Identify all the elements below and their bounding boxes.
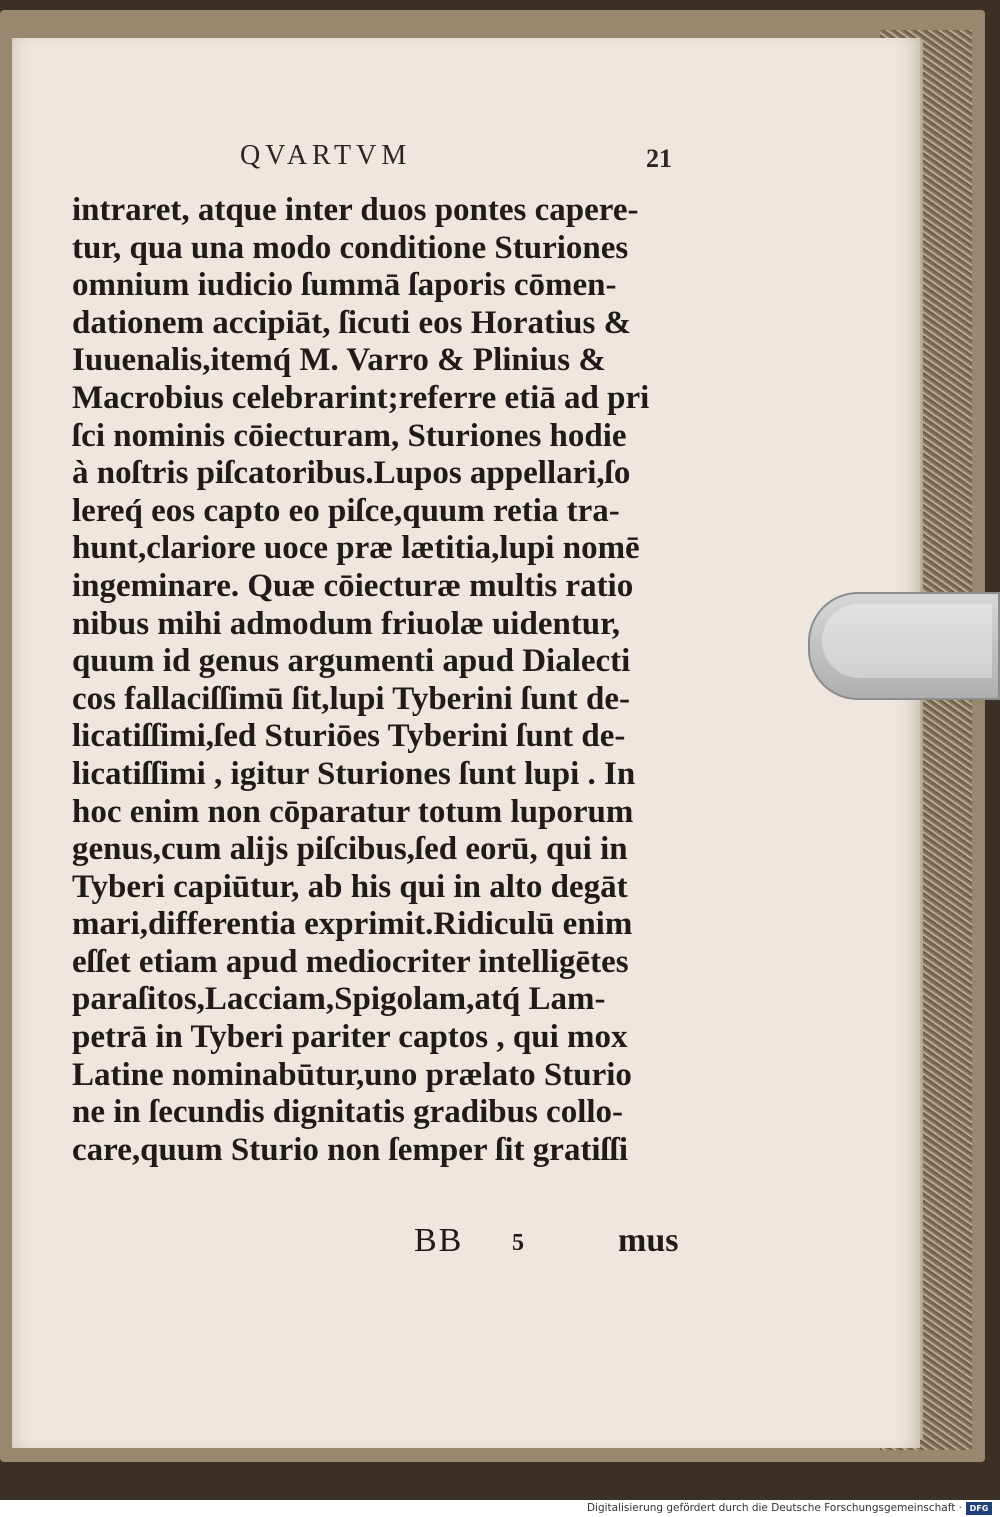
signature-mark: BB [414,1222,464,1259]
text-line: Tyberi capiūtur, ab his qui in alto degāt [72,868,628,905]
text-line: care,quum Sturio non ſemper ſit gratiſſi [72,1131,629,1168]
text-line: lereq́ eos capto eo piſce,quum retia tra- [72,492,620,529]
text-line: ſci nominis cōiecturam, Sturiones hodie [72,417,627,454]
text-line: licatiſſimi,ſed Sturiōes Tyberini ſunt de- [72,718,626,755]
text-line: ingeminare. Quæ cōiecturæ multis ratio [72,567,634,604]
text-line: ne in ſecundis dignitatis gradibus collo- [72,1094,624,1131]
text-line: dationem accipiāt, ſicuti eos Horatius & [72,304,632,341]
text-line: à noſtris piſcatoribus.Lupos appellari,ſo [72,455,631,492]
text-line: cos fallaciſſimū ſit,lupi Tyberini ſunt de- [72,680,631,717]
folio-number: 21 [646,144,672,173]
body-text [72,192,692,1169]
text-line: licatiſſimi , igitur Sturiones ſunt lupi . In [72,755,636,792]
text-line: hoc enim non cōparatur totum luporum [72,793,634,830]
text-line: hunt,clariore uoce præ lætitia,lupi nomē [72,530,640,567]
text-line: quum id genus argumenti apud Dialecti [72,643,631,680]
text-line: omnium iudicio ſummā ſaporis cōmen- [72,267,617,304]
digitization-footer [0,1500,1000,1517]
text-line: petrā in Tyberi pariter captos , qui mox [72,1019,628,1056]
running-head: QVARTVM [240,140,412,171]
text-line: paraſitos,Lacciam,Spigolam,atq́ Lam- [72,981,606,1018]
text-line: Latine nominabūtur,uno prælato Sturio [72,1056,632,1093]
text-line: tur, qua una modo conditione Sturiones [72,229,629,266]
text-line: eſſet etiam apud mediocriter intelligētes [72,943,629,980]
text-line: nibus mihi admodum friuolæ uidentur, [72,605,621,642]
text-line: mari,differentia exprimit.Ridiculū enim [72,906,633,943]
text-line: Iuuenalis,itemq́ M. Varro & Plinius & [72,342,606,379]
text-line: Macrobius celebrarint;referre etiā ad pri [72,379,650,416]
text-line: intraret, atque inter duos pontes capere- [72,192,639,228]
signature-number: 5 [512,1230,524,1256]
funding-credit: Digitalisierung gefördert durch die Deutsche Forschungsgemeinschaft · [586,1501,962,1514]
text-line: genus,cum alijs piſcibus,ſed eorū, qui in [72,831,628,868]
catchword: mus [618,1222,679,1259]
dfg-logo: DFG [966,1502,992,1515]
page-clip-highlight [822,604,992,678]
